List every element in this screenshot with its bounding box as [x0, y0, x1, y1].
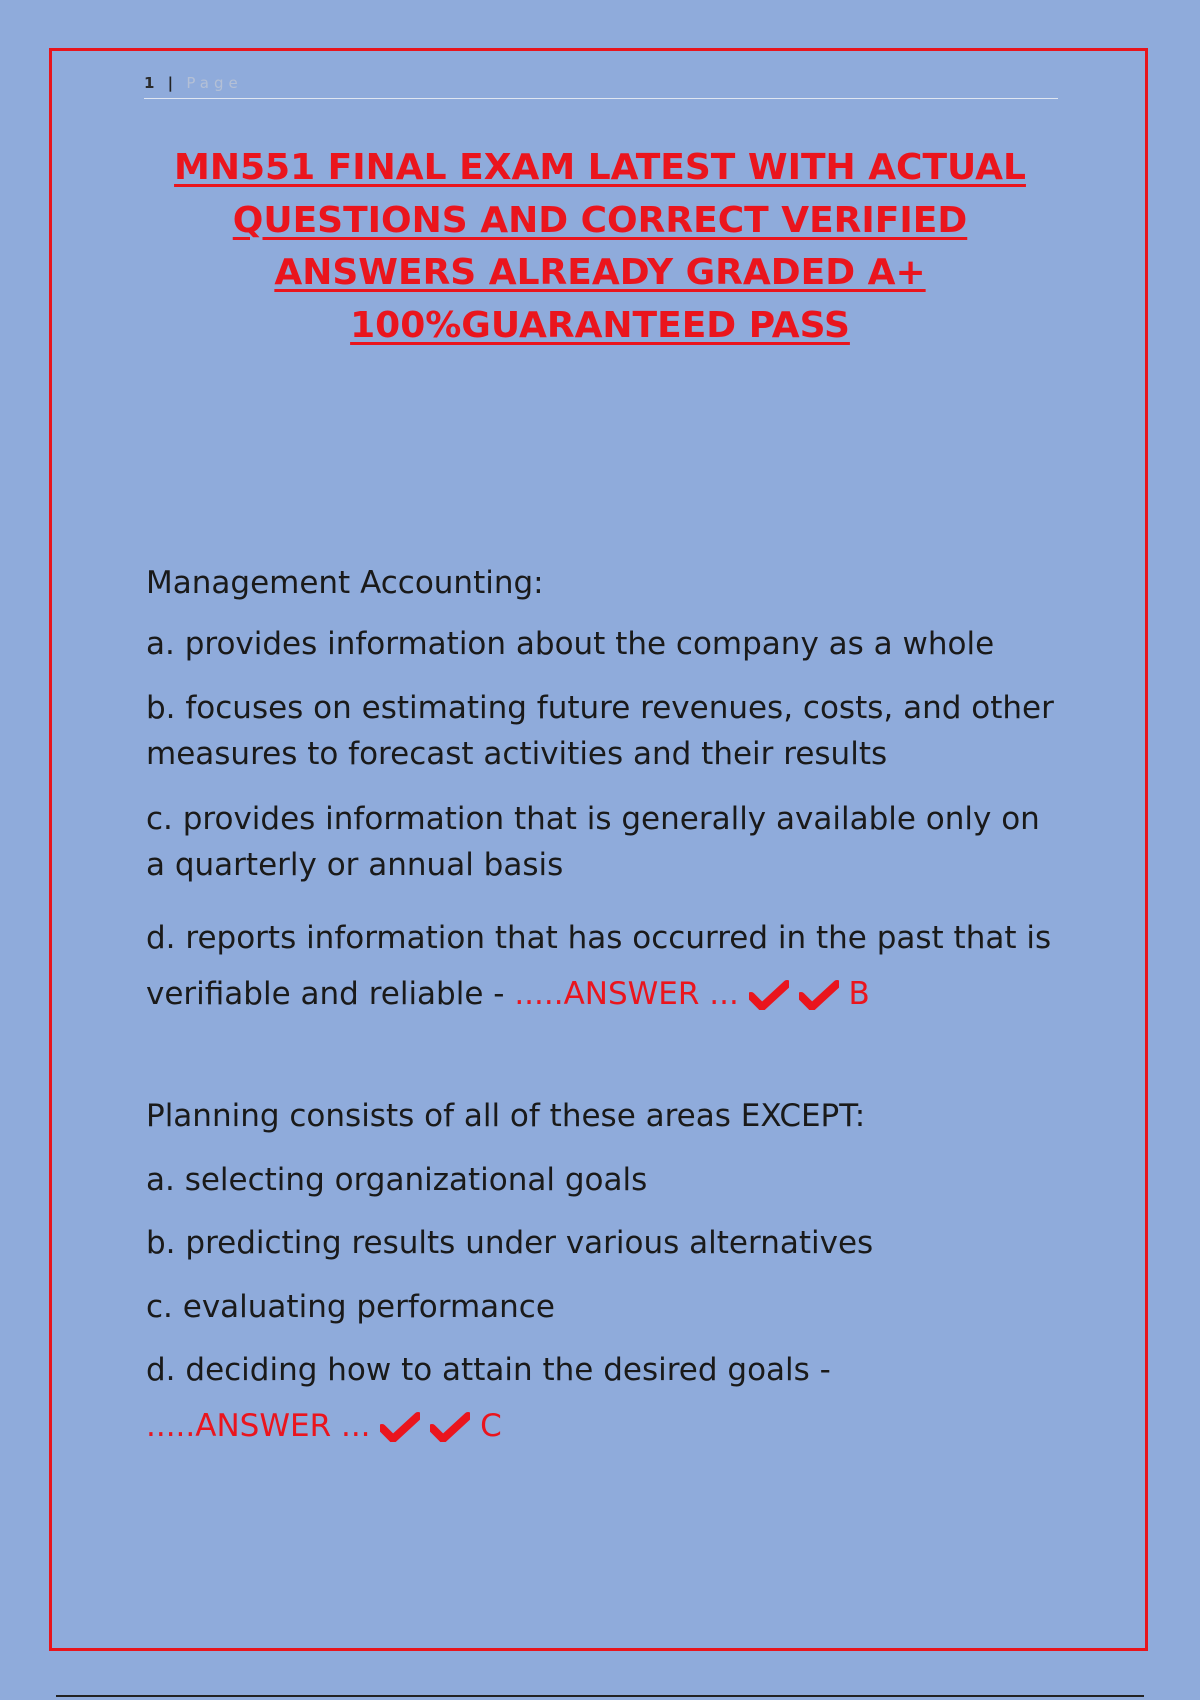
question-1-stem: Management Accounting: — [146, 565, 544, 601]
question-2-answer-prefix: .....ANSWER ... — [146, 1408, 371, 1444]
question-1-option-d-text: d. reports information that has occurred in the past that is verifiable and reliable - — [146, 920, 1052, 1012]
question-1-answer: B — [848, 976, 870, 1012]
question-1-option-d — [146, 910, 1066, 1028]
page-number: 1 — [144, 74, 159, 92]
check-icon — [749, 972, 789, 1028]
question-2-stem: Planning consists of all of these areas EXCEPT: — [146, 1098, 866, 1134]
question-1-option-a: a. provides information about the company as a whole — [146, 626, 995, 662]
bottom-rule — [56, 1695, 1144, 1697]
page-header — [144, 70, 1058, 99]
question-2-answer-line — [146, 1403, 1066, 1455]
page-separator: | — [167, 74, 178, 92]
page-label: Page — [186, 74, 243, 92]
question-2-answer: C — [480, 1408, 502, 1444]
question-2-option-d: d. deciding how to attain the desired goals - — [146, 1352, 831, 1388]
question-1-option-b: b. focuses on estimating future revenues, costs, and other measures to forecast activities and their results — [146, 690, 1054, 772]
question-1-answer-prefix: .....ANSWER ... — [514, 976, 739, 1012]
question-2-option-c: c. evaluating performance — [146, 1289, 555, 1325]
question-2-option-a: a. selecting organizational goals — [146, 1162, 648, 1198]
check-icon — [799, 972, 839, 1028]
check-icon — [380, 1409, 420, 1455]
check-icon — [430, 1409, 470, 1455]
question-1-option-c: c. provides information that is generally available only on a quarterly or annual basis — [146, 801, 1040, 883]
question-2-option-b: b. predicting results under various alternatives — [146, 1225, 874, 1261]
document-title: MN551 FINAL EXAM LATEST WITH ACTUAL QUESTIONS AND CORRECT VERIFIED ANSWERS ALREADY GRADED A+ 100%GUARANTEED PASS — [174, 147, 1026, 346]
